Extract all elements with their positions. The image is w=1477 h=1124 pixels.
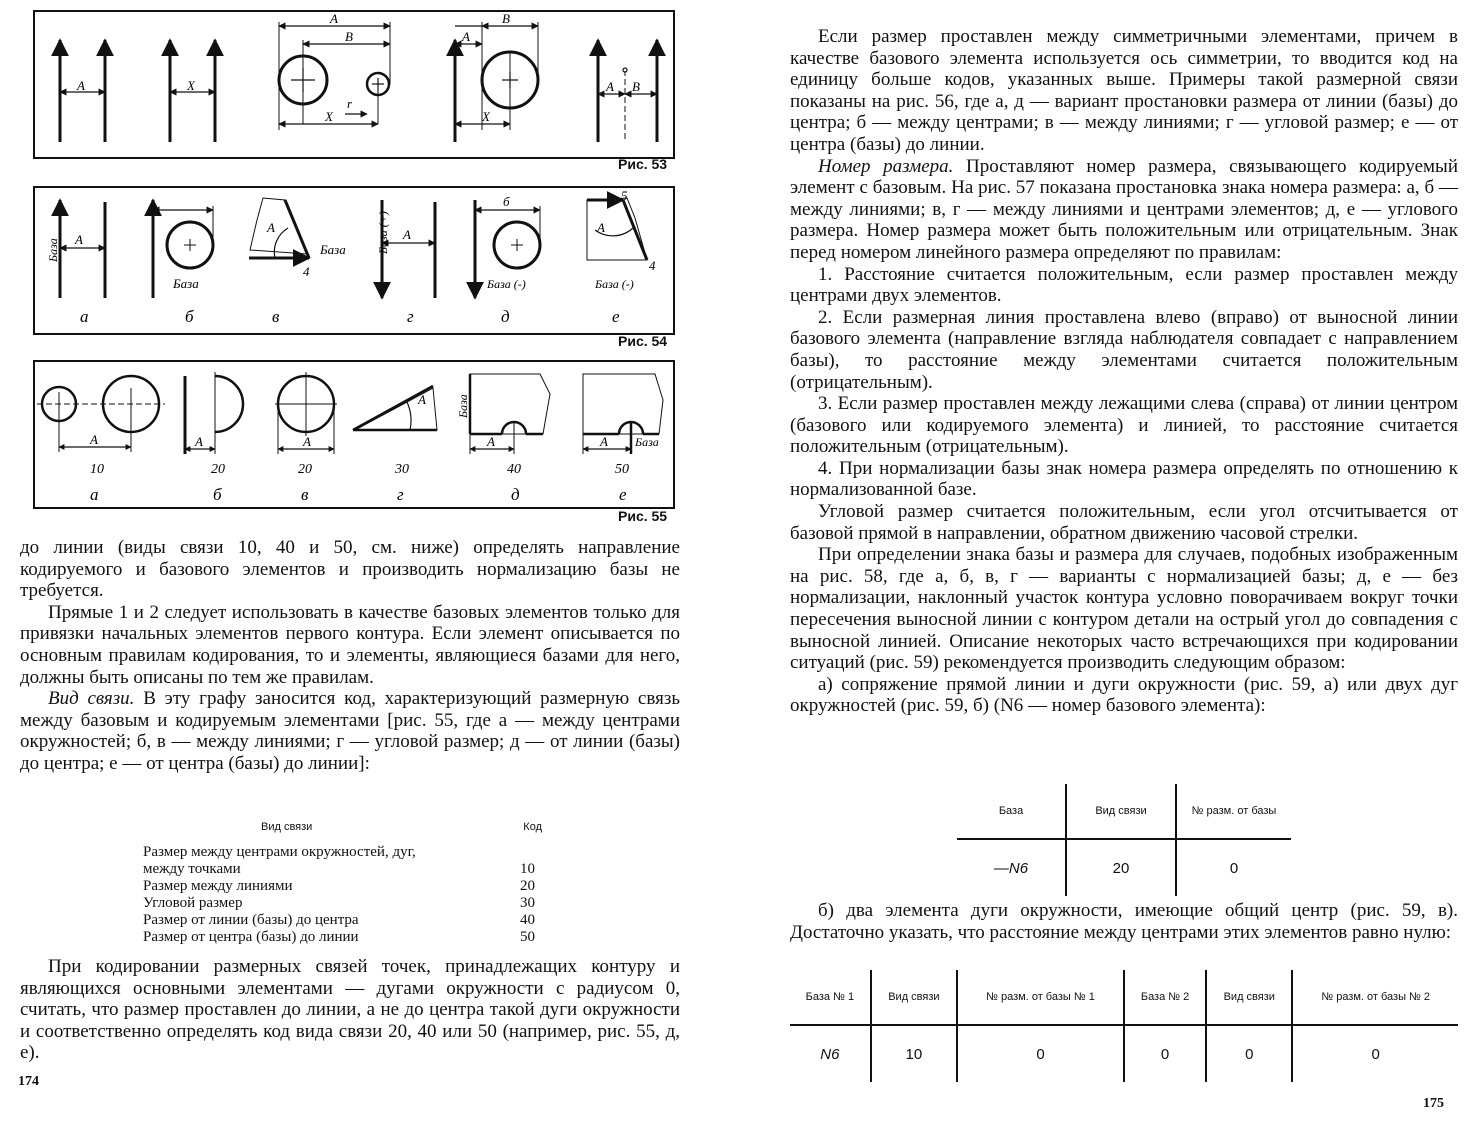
codes-header-type: Вид связи [261,821,313,833]
codes-row-label: Размер от линии (базы) до центра [143,912,359,928]
table-row [143,878,543,895]
table-row [143,912,543,929]
codes-row-code: 30 [520,895,535,911]
fig55-code: 20 [211,462,225,477]
paragraph: При кодировании размерных связей точек, принадлежащих контуру и являющихся основными элементами — дугами окружности с радиусом 0, считать, что размер проставлен до линии, а не до центра такой дуги окружности и соответственно определять код вида связи 20, 40 или 50 (например, рис. 55, д, е). [20,956,680,1064]
fig54-label-baza-minus2: База (-) [595,277,634,291]
fig53-label-b2: B [502,12,510,26]
paragraph [790,156,1458,264]
fig54-label-baza-minus1: База (-) [487,277,526,291]
fig54-label-a4: A [597,220,605,235]
fig54-label-a3: A [403,227,411,242]
fig54-letter: а [80,307,89,326]
fig55-letter: в [301,485,309,504]
table-header: № разм. от базы № 1 [957,970,1124,1025]
table-header: Вид связи [871,970,957,1025]
fig55-code: 10 [90,462,104,477]
codes-row-label: Угловой размер [143,895,243,911]
fig54-label-baza-plus: База (+) [376,211,390,254]
fig54-letter: г [407,307,414,326]
table-row [143,895,543,912]
fig54-label-a1: A [75,232,83,247]
fig55-letter: е [619,485,627,504]
fig55-code: 40 [507,462,521,477]
fig53-label-x2: X [325,109,333,124]
figure-54-drawing [35,188,673,333]
table-header: Вид связи [1066,784,1176,839]
codes-row-code: 10 [520,861,535,877]
paragraph: Если размер проставлен между симметричными элементами, причем в качестве базового элемента используется ось симметрии, то вводится код на единицу больше кодов, указанных выше. Примеры такой размерной связи показаны на рис. 56, где а, д — вариант простановки размера от линии (базы) до центра; б — между центрами; в — между линиями; г — угловой размер; е — от центра (базы) до линии. [790,26,1458,155]
paragraph: Угловой размер считается положительным, если угол отсчитывается от базовой прямой в направлении, обратном движению часовой стрелки. [790,501,1458,544]
fig55-label-baza1: База [456,394,470,418]
figure-55-drawing [35,362,673,507]
rule-4: 4. При нормализации базы знак номера размера определять по отношению к нормализованной базе. [790,457,1458,501]
table-cell: —N6 [957,839,1066,896]
fig55-letters [90,485,627,504]
fig55-code: 50 [615,462,629,477]
fig53-label-b1: B [345,29,353,44]
codes-row-label: Размер между линиями [143,878,293,894]
table-header: Вид связи [1206,970,1292,1025]
paragraph: б) два элемента дуги окружности, имеющие общий центр (рис. 59, в). Достаточно указать, что расстояние между центрами этих элементов равно нулю: [790,900,1458,943]
fig53-label-a1: A [77,78,85,93]
paragraph-body: Проставляют номер размера, связывающего кодируемый элемент с базовым. На рис. 57 показана простановка знака номера размера: а, б — между линиями; в, г — между линиями и центрами элементов; д, е — углового размера. Номер размера может быть положительным или отрицательным. Знак перед номером линейного размера определяют по правилам: [790,155,1458,263]
paragraph: до линии (виды связи 10, 40 и 50, см. ниже) определять направление кодируемого и базового элементов и производить нормализацию базы не требуется. [20,537,680,602]
table-row [143,844,543,878]
table-header: База № 2 [1124,970,1206,1025]
table-row [143,929,543,946]
fig53-label-x1: X [187,78,195,93]
fig55-label-a4: A [418,392,426,407]
figure-53-caption: Рис. 53 [618,156,668,172]
codes-row-label: Размер между центрами окружностей, дуг, между точками [143,844,416,877]
figure-55 [33,360,675,509]
codes-row-label: Размер от центра (базы) до линии [143,929,359,945]
fig54-label-b: б [503,194,510,209]
table-header: № разм. от базы № 2 [1292,970,1458,1025]
table-cell: 0 [1229,859,1239,877]
figure-53 [33,10,675,159]
table-cell: N6 [790,1025,871,1082]
codes-header-code: Код [523,821,542,833]
fig53-label-x3: X [482,109,490,124]
fig54-label-baza3: База [320,242,346,257]
right-body-text [790,26,1458,717]
fig54-label-four2: 4 [649,258,656,273]
fig54-label-baza2: База [173,276,199,291]
fig55-letter: б [213,485,222,504]
figure-54-caption: Рис. 54 [618,333,668,349]
table-cell: 0 [1206,1025,1292,1082]
paragraph: При определении знака базы и размера для случаев, подобных изображенным на рис. 58, где а, б, в, г — варианты с нормализацией базы; д, е — без нормализации, наклонный участок контура условно поворачиваем вокруг точки пересечения выносной линии с контуром детали на острый угол до совпадения с выносной линией. Описание некоторых часто встречающихся при кодировании ситуаций (рис. 59) рекомендуется производить следующим образом: [790,544,1458,674]
fig55-label-a5: A [487,434,495,449]
codes-row-code: 20 [520,878,535,894]
table-header: База [957,784,1066,839]
paragraph: а) сопряжение прямой линии и дуги окружности (рис. 59, а) или двух дуг окружностей (рис. 59, б) (N6 — номер базового элемента): [790,673,1458,717]
table-row [957,839,1291,896]
fig53-label-a4: A [606,79,614,94]
rule-1: 1. Расстояние считается положительным, если размер проставлен между центрами двух элементов. [790,263,1458,307]
table-header: База № 1 [790,970,871,1025]
fig54-letters [80,307,620,326]
fig54-letter: в [272,307,280,326]
rule-3: 3. Если размер проставлен между лежащими слева (справа) от линии центром (базового или кодируемого элемента) и линией, то расстояние считается положительным (отрицательным). [790,393,1458,458]
codes-row-code: 50 [520,929,535,945]
base-table-1 [957,784,1291,896]
fig54-label-five: 5 [621,188,628,203]
fig55-label-baza2: База [635,435,659,449]
rule-2: 2. Если размерная линия проставлена влево (вправо) от выносной линии базового элемента (направление взгляда наблюдателя совпадает с направлением базы), то расстояние между элементами считается положительным (отрицательным). [790,306,1458,393]
figure-54 [33,186,675,335]
fig55-letter: г [397,485,404,504]
paragraph-lead: Вид связи. [48,688,135,710]
fig55-label-a2: A [195,434,203,449]
fig54-letter: д [501,307,510,326]
codes-row-code: 40 [520,912,535,928]
fig54-label-a2: A [267,220,275,235]
fig53-label-b3: B [632,79,640,94]
table-cell: 0 [1371,1045,1380,1063]
fig55-codes [90,462,629,477]
fig54-letter: е [612,307,620,326]
right-page [735,0,1477,1124]
fig55-letter: а [90,485,99,504]
fig54-label-baza1: База [46,238,60,262]
page-number-right: 175 [1423,1096,1444,1111]
base-table-2 [790,970,1458,1082]
paragraph: Прямые 1 и 2 следует использовать в качестве базовых элементов только для привязки начальных элементов первого контура. Если элемент описывается по основным правилам кодирования, то и элементы, являющиеся базами для него, должны быть описаны по тем же правилам. [20,601,680,688]
paragraph-lead: Номер размера. [818,155,954,177]
fig53-label-r: r [347,96,353,111]
fig55-label-a6: A [600,434,608,449]
figure-53-drawing [35,12,673,157]
table-cell: 10 [871,1025,957,1082]
left-page [0,0,720,1124]
fig55-code: 30 [395,462,409,477]
left-body-text [20,537,680,775]
fig53-label-a2: A [330,12,338,26]
paragraph [20,688,680,774]
fig55-label-a1: A [90,432,98,447]
table-cell: 0 [957,1025,1124,1082]
table-row [790,1025,1458,1082]
fig54-letter: б [185,307,194,326]
page-number-left: 174 [18,1074,39,1089]
fig54-label-four1: 4 [303,264,310,279]
fig55-label-a3: A [303,434,311,449]
figure-55-caption: Рис. 55 [618,508,668,524]
fig55-code: 20 [298,462,312,477]
table-cell: 20 [1066,839,1176,896]
table-header: № разм. от базы [1176,784,1291,839]
table-cell: 0 [1124,1025,1206,1082]
codes-table [143,818,543,946]
fig55-letter: д [511,485,520,504]
paragraph-body: В эту графу заносится код, характеризующий размерную связь между базовым и кодируемым элементами [рис. 55, где а — между центрами окружностей; б, в — между линиями; г — угловой размер; д — от линии (базы) до центра; е — от центра (базы) до линии]: [20,688,680,774]
fig53-label-a3: A [462,29,470,44]
